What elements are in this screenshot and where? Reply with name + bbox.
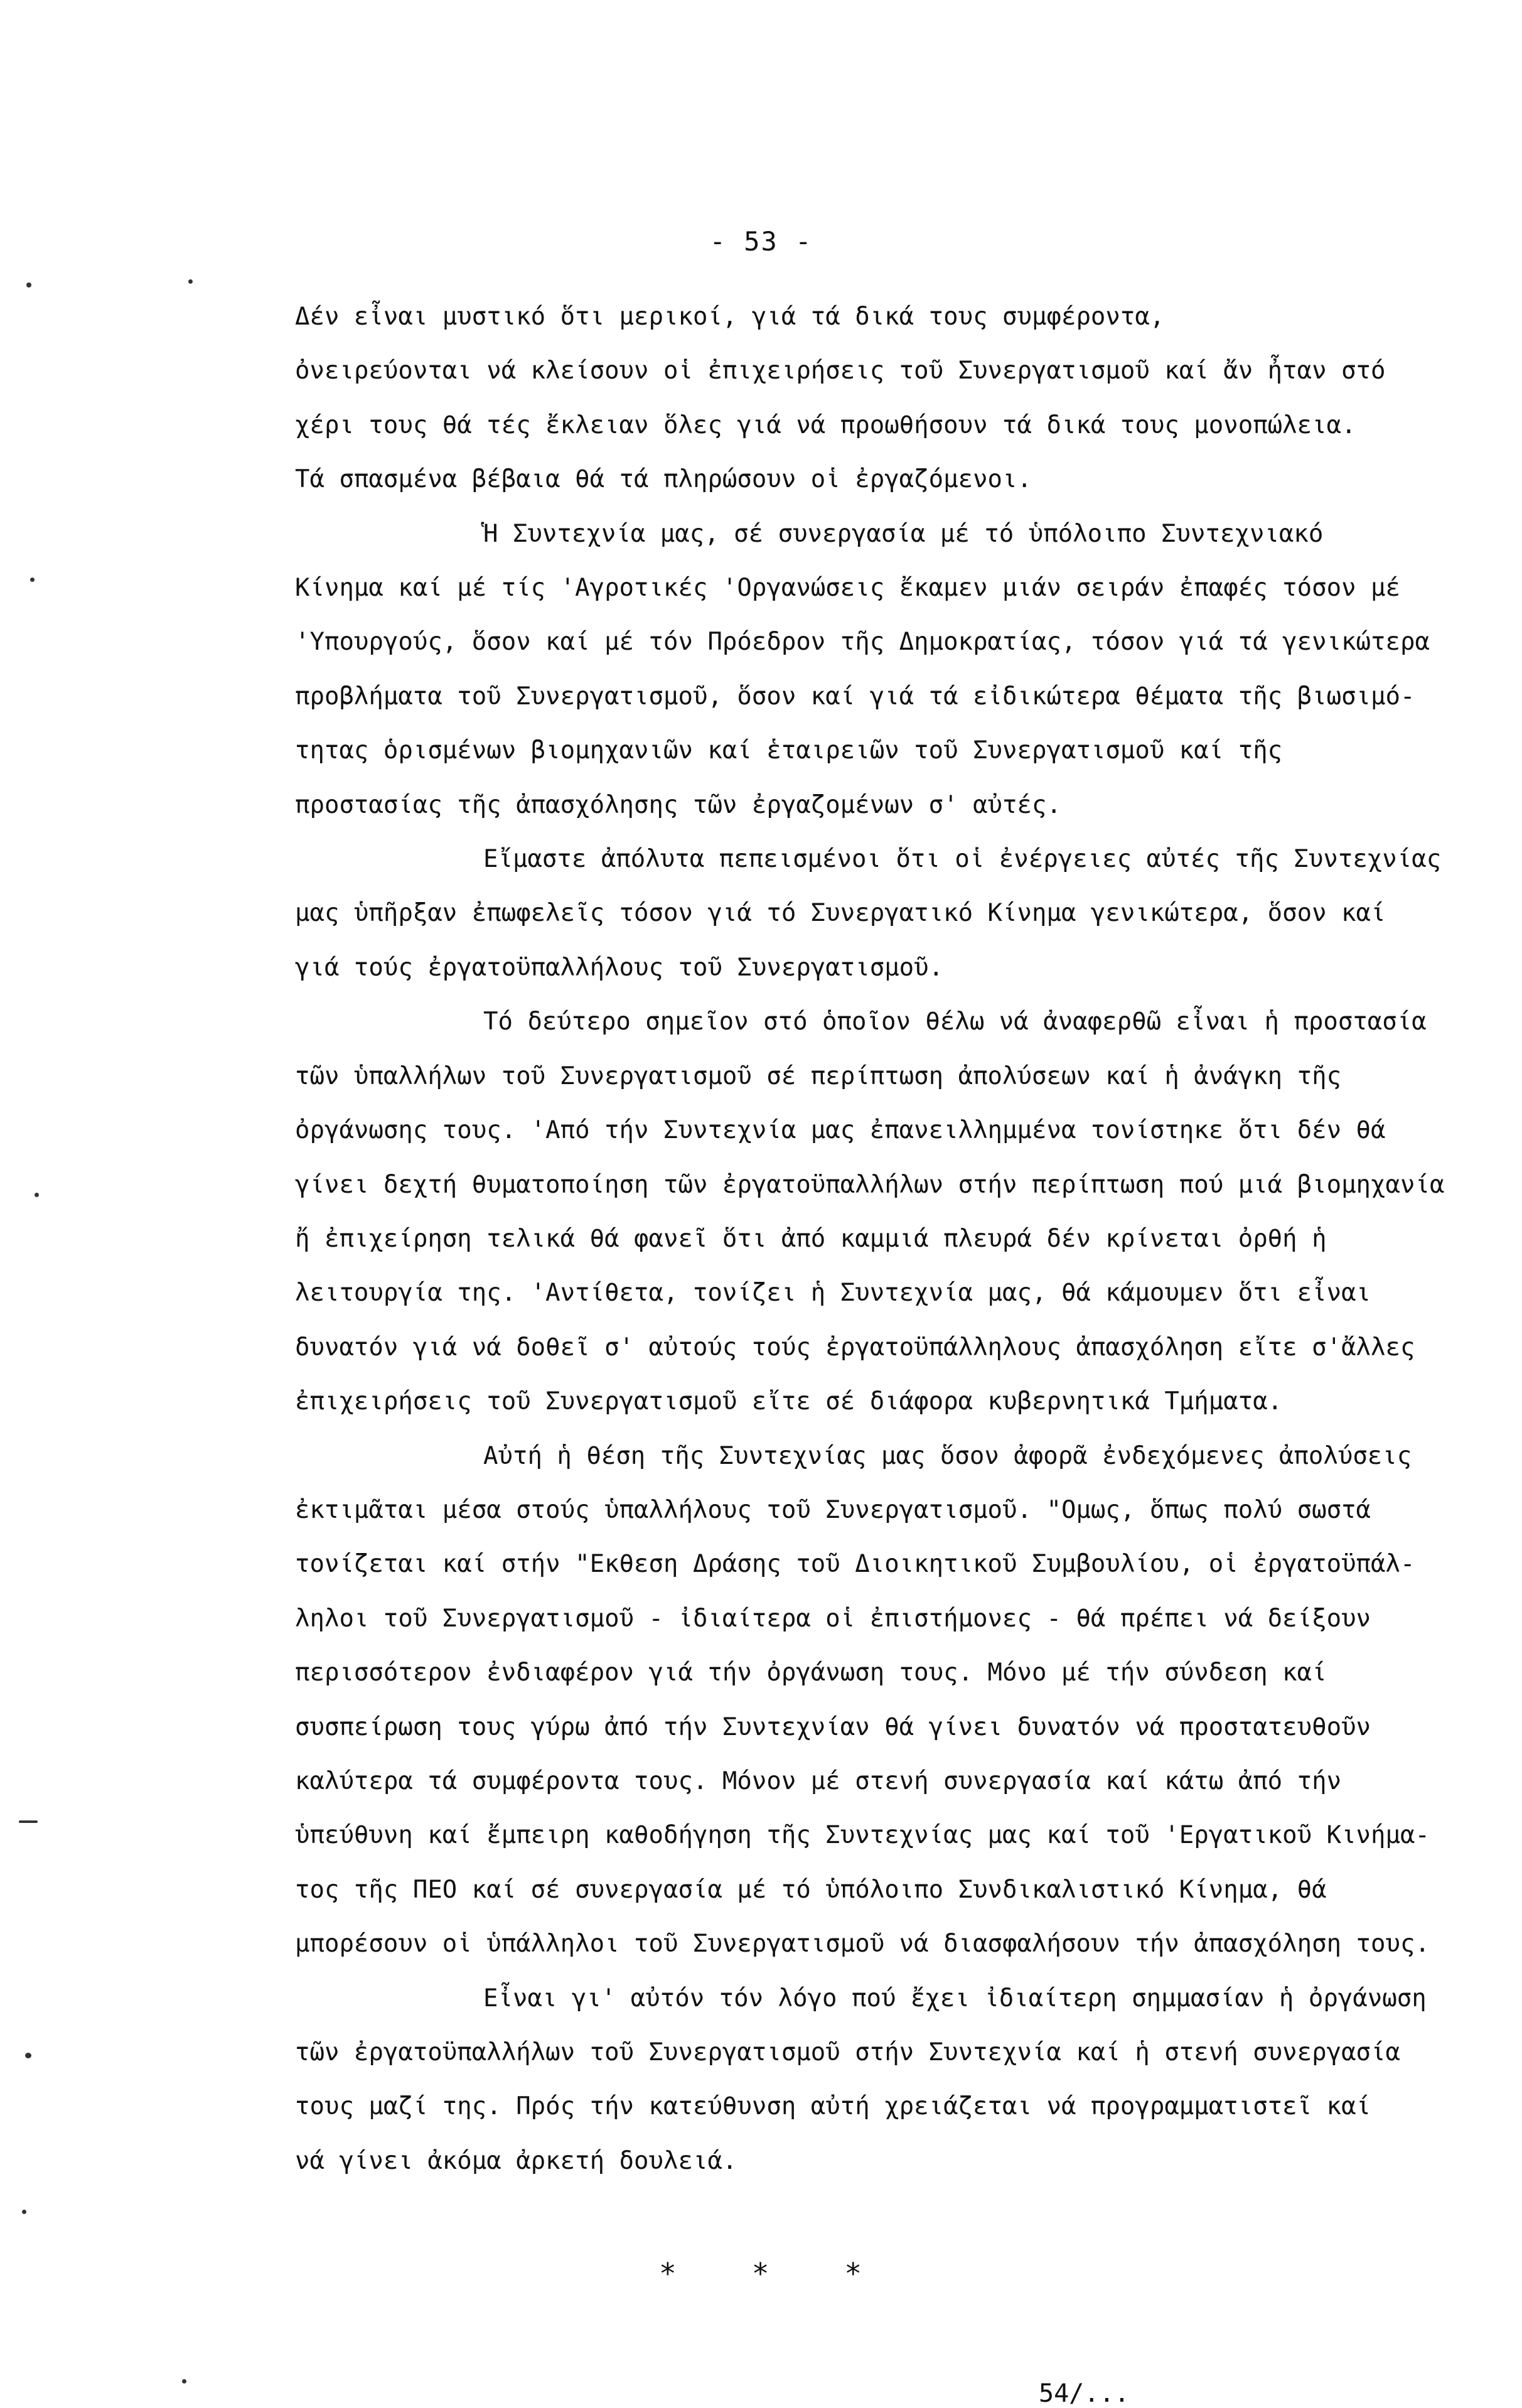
text-line: γιά τούς ἐργατοϋπαλλήλους τοῦ Συνεργατισμοῦ. bbox=[295, 953, 944, 982]
scan-speck bbox=[26, 282, 31, 288]
scan-speck bbox=[25, 2053, 31, 2058]
text-line: Ἡ Συντεχνία μας, σέ συνεργασία μέ τό ὑπόλοιπο Συντεχνιακό bbox=[483, 519, 1324, 548]
star-mark: * bbox=[844, 2257, 862, 2291]
text-line: ὀνειρεύονται νά κλείσουν οἱ ἐπιχειρήσεις τοῦ Συνεργατισμοῦ καί ἄν ἦταν στό bbox=[295, 357, 1386, 385]
text-line: Τό δεύτερο σημεῖον στό ὁποῖον θέλω νά ἀναφερθῶ εἶναι ἡ προστασία bbox=[483, 1008, 1427, 1036]
text-line: ἐπιχειρήσεις τοῦ Συνεργατισμοῦ εἴτε σέ διάφορα κυβερνητικά Τμήματα. bbox=[295, 1387, 1283, 1416]
text-line: μπορέσουν οἱ ὑπάλληλοι τοῦ Συνεργατισμοῦ νά διασφαλήσουν τήν ἀπασχόληση τους. bbox=[295, 1930, 1430, 1959]
text-line: 'Υπουργούς, ὅσον καί μέ τόν Πρόεδρον τῆς Δημοκρατίας, τόσον γιά τά γενικώτερα bbox=[295, 628, 1430, 657]
text-line: Εἶναι γι' αὐτόν τόν λόγο πού ἔχει ἰδιαίτερη σημμασίαν ἡ ὀργάνωση bbox=[483, 1984, 1427, 2013]
scan-speck bbox=[35, 1193, 39, 1197]
body-text bbox=[295, 290, 1522, 2188]
text-line: προστασίας τῆς ἀπασχόλησης τῶν ἐργαζομένων σ' αὐτές. bbox=[295, 790, 1061, 819]
text-line: ὀργάνωσης τους. 'Από τήν Συντεχνία μας ἐπανειλλημμένα τονίστηκε ὅτι δέν θά bbox=[295, 1116, 1386, 1145]
text-line: καλύτερα τά συμφέροντα τους. Μόνον μέ στενή συνεργασία καί κάτω ἀπό τήν bbox=[295, 1766, 1342, 1795]
page-number: - 53 - bbox=[709, 226, 813, 257]
text-line: τος τῆς ΠΕΟ καί σέ συνεργασία μέ τό ὑπόλοιπο Συνδικαλιστικό Κίνημα, θά bbox=[295, 1875, 1327, 1904]
text-line: ὑπεύθυνη καί ἔμπειρη καθοδήγηση τῆς Συντεχνίας μας καί τοῦ 'Εργατικοῦ Κινήμα- bbox=[295, 1821, 1430, 1850]
text-line: τῶν ὑπαλλήλων τοῦ Συνεργατισμοῦ σέ περίπτωση ἀπολύσεων καί ἡ ἀνάγκη τῆς bbox=[295, 1062, 1342, 1090]
section-separator bbox=[659, 2257, 937, 2291]
text-line: προβλήματα τοῦ Συνεργατισμοῦ, ὅσον καί γιά τά εἰδικώτερα θέματα τῆς βιωσιμό- bbox=[295, 682, 1415, 711]
scan-speck bbox=[188, 279, 193, 284]
scan-speck bbox=[182, 2379, 186, 2384]
text-line: λειτουργία της. 'Αντίθετα, τονίζει ἡ Συντεχνία μας, θά κάμουμεν ὅτι εἶναι bbox=[295, 1279, 1371, 1308]
text-line: γίνει δεχτή θυματοποίηση τῶν ἐργατοϋπαλλήλων στήν περίπτωση πού μιά βιομηχανία bbox=[295, 1170, 1445, 1199]
scan-speck bbox=[30, 578, 35, 582]
paragraph bbox=[295, 507, 1522, 832]
paragraph bbox=[295, 995, 1522, 1429]
text-line: Εἴμαστε ἀπόλυτα πεπεισμένοι ὅτι οἱ ἐνέργειες αὐτές τῆς Συντεχνίας bbox=[483, 845, 1442, 874]
text-line: τητας ὁρισμένων βιομηχανιῶν καί ἑταιρειῶν τοῦ Συνεργατισμοῦ καί τῆς bbox=[295, 736, 1283, 765]
star-mark: * bbox=[659, 2257, 677, 2291]
text-line: περισσότερον ἐνδιαφέρον γιά τήν ὀργάνωση τους. Μόνο μέ τήν σύνδεση καί bbox=[295, 1658, 1327, 1687]
text-line: τους μαζί της. Πρός τήν κατεύθυνση αὐτή χρειάζεται νά προγραμματιστεῖ καί bbox=[295, 2092, 1371, 2121]
text-line: τῶν ἐργατοϋπαλλήλων τοῦ Συνεργατισμοῦ στήν Συντεχνία καί ἡ στενή συνεργασία bbox=[295, 2038, 1400, 2067]
scan-speck bbox=[22, 2210, 26, 2214]
paragraph bbox=[295, 290, 1522, 507]
text-line: Τά σπασμένα βέβαια θά τά πληρώσουν οἱ ἐργαζόμενοι. bbox=[295, 465, 1032, 494]
paragraph bbox=[295, 832, 1522, 995]
text-line: μας ὑπῆρξαν ἐπωφελεῖς τόσον γιά τό Συνεργατικό Κίνημα γενικώτερα, ὅσον καί bbox=[295, 899, 1386, 928]
star-mark: * bbox=[751, 2257, 769, 2291]
text-line: συσπείρωση τους γύρω ἀπό τήν Συντεχνίαν θά γίνει δυνατόν νά προστατευθοῦν bbox=[295, 1712, 1371, 1741]
text-line: Αὐτή ἡ θέση τῆς Συντεχνίας μας ὅσον ἀφορᾶ ἐνδεχόμενες ἀπολύσεις bbox=[483, 1441, 1412, 1470]
text-line: ἤ ἐπιχείρηση τελικά θά φανεῖ ὅτι ἀπό καμμιά πλευρά δέν κρίνεται ὀρθή ἡ bbox=[295, 1224, 1327, 1253]
text-line: δυνατόν γιά νά δοθεῖ σ' αὐτούς τούς ἐργατοϋπάλληλους ἀπασχόληση εἴτε σ'ἄλλες bbox=[295, 1333, 1415, 1362]
continuation-marker: 54/... bbox=[1039, 2379, 1130, 2408]
text-line: Δέν εἶναι μυστικό ὅτι μερικοί, γιά τά δικά τους συμφέροντα, bbox=[295, 303, 1165, 331]
text-line: νά γίνει ἀκόμα ἀρκετή δουλειά. bbox=[295, 2146, 737, 2175]
text-line: τονίζεται καί στήν "Εκθεση Δράσης τοῦ Διοικητικοῦ Συμβουλίου, οἱ ἐργατοϋπάλ- bbox=[295, 1550, 1415, 1579]
text-line: Κίνημα καί μέ τίς 'Αγροτικές 'Οργανώσεις ἔκαμεν μιάν σειράν ἐπαφές τόσον μέ bbox=[295, 574, 1400, 603]
text-line: ληλοι τοῦ Συνεργατισμοῦ - ἰδιαίτερα οἱ ἐπιστήμονες - θά πρέπει νά δείξουν bbox=[295, 1604, 1371, 1633]
text-line: ἐκτιμᾶται μέσα στούς ὑπαλλήλους τοῦ Συνεργατισμοῦ. "Ομως, ὅπως πολύ σωστά bbox=[295, 1495, 1371, 1524]
paragraph bbox=[295, 1972, 1522, 2189]
text-line: χέρι τους θά τές ἔκλειαν ὅλες γιά νά προωθήσουν τά δικά τους μονοπώλεια. bbox=[295, 411, 1356, 439]
paragraph bbox=[295, 1429, 1522, 1972]
scan-speck bbox=[19, 1820, 38, 1823]
